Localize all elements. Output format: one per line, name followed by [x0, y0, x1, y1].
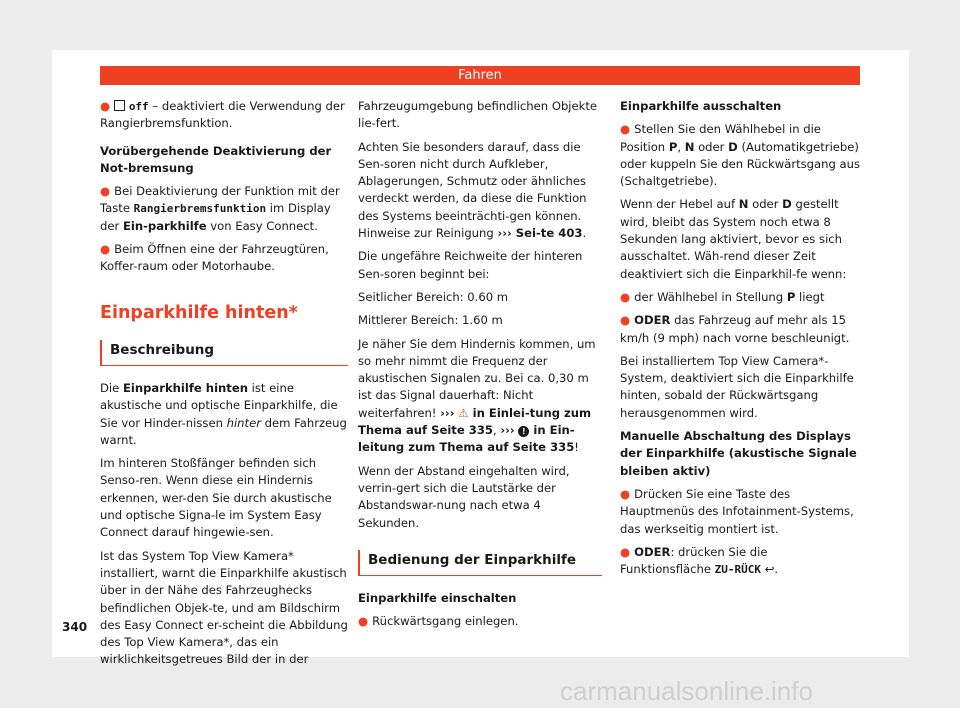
arrow-text: ››› — [500, 423, 515, 438]
text: oder — [748, 197, 783, 212]
temp-deactivation-heading: Vorübergehende Deaktivierung der Not-bremsung — [100, 143, 332, 175]
text: Ein-parkhilfe — [122, 218, 207, 233]
column-middle — [358, 98, 602, 637]
range-middle: Mittlerer Bereich: 1.60 m — [358, 313, 503, 328]
chapter-header: Fahren — [100, 66, 860, 85]
bullet-icon: ● — [620, 122, 631, 137]
paragraph-sensors — [358, 139, 602, 243]
manual-heading: Manuelle Abschaltung des Displays der Einparkhilfe (akustische Signale bleiben aktiv) — [620, 429, 857, 478]
deactivate-bullet-3 — [620, 312, 862, 347]
temp-bullet-1 — [100, 183, 348, 235]
activate-bullet — [358, 613, 602, 630]
manual-bullet-2 — [620, 544, 862, 579]
key-label: ZU-RÜCK — [714, 563, 761, 577]
text: Rückwärtsgang einlegen. — [372, 614, 519, 629]
text: , — [677, 139, 682, 154]
bullet-icon: ● — [620, 486, 631, 501]
bullet-icon: ● — [620, 289, 631, 304]
text: . — [582, 226, 587, 241]
paragraph-2: Im hinteren Stoßfänger befinden sich Senso-ren. Wenn diese ein Hindernis erkennen, wer-den Sie durch akustische und optische Signa-le im System Easy Connect darauf hingewie-sen. — [100, 456, 332, 540]
text: gestellt wird, bleibt das System noch etwa 8 Sekunden lang aktiviert, bevor es sich ausschaltet. Wäh-rend dieser Zeit deaktiviert sich die Einparkhil-fe wenn: — [620, 197, 847, 281]
text: (Automatikgetriebe) oder kuppeln Sie den Rückwärtsgang aus (Schaltgetriebe). — [620, 139, 861, 189]
range-side: Seitlicher Bereich: 0.60 m — [358, 289, 509, 304]
text: P — [668, 139, 678, 154]
warning-icon: ⚠ — [458, 405, 469, 420]
text: N — [738, 197, 749, 212]
text: ! — [574, 440, 579, 455]
watermark: carmanualsonline.info — [560, 676, 813, 706]
info-icon: ! — [518, 426, 529, 437]
column-right — [620, 98, 862, 584]
text: der Wählhebel in Stellung — [634, 289, 787, 304]
text: Drücken Sie eine Taste des Hauptmenüs des Infotainment-Systems, das werkseitig montiert ist. — [620, 486, 854, 536]
paragraph-lever — [620, 196, 862, 282]
column-left — [100, 98, 348, 675]
section-title: Einparkhilfe hinten* — [100, 302, 298, 323]
page-reference-link[interactable]: ››› Sei-te 403 — [497, 226, 583, 241]
off-text: – deaktiviert die Verwendung der Rangierbremsfunktion. — [100, 99, 345, 131]
checkbox-icon — [114, 100, 125, 111]
text: Bei Deaktivierung der Funktion mit der Taste — [100, 184, 340, 216]
text: Beim Öffnen eine der Fahrzeugtüren, Koffer-raum oder Motorhaube. — [100, 242, 329, 274]
subsection-title: Beschreibung — [100, 340, 348, 366]
bullet-icon: ● — [620, 313, 631, 328]
page-reference-link[interactable]: in Ein-leitung zum Thema auf Seite 335 — [358, 423, 575, 455]
temp-bullet-2 — [100, 241, 348, 276]
page-reference-link[interactable]: in Einlei-tung zum Thema auf Seite 335 — [358, 405, 592, 438]
text: Die — [100, 380, 123, 395]
bullet-icon: ● — [100, 99, 111, 113]
subsection-title-operation: Bedienung der Einparkhilfe — [358, 550, 602, 576]
text: liegt — [795, 289, 825, 304]
manual-bullet-1 — [620, 486, 862, 538]
arrow-text: ››› — [440, 405, 455, 420]
text: : drücken Sie die Funktionsfläche — [620, 544, 768, 577]
text: Wenn der Hebel auf — [620, 197, 739, 212]
text: von Easy Connect. — [206, 218, 318, 233]
paragraph-topview: Bei installiertem Top View Camera*-System, deaktiviert sich die Einparkhilfe hinten, sobald der Rückwärtsgang herausgenommen wird. — [620, 353, 854, 420]
text: oder — [694, 139, 729, 154]
text: ODER — [634, 544, 671, 559]
text: N — [684, 139, 695, 154]
bullet-icon: ● — [100, 184, 111, 199]
bullet-icon: ● — [358, 614, 369, 629]
key-label: Rangierbremsfunktion — [133, 202, 267, 216]
text: D — [782, 197, 792, 212]
off-option — [100, 98, 348, 133]
text: Achten Sie besonders darauf, dass die Sen-soren nicht durch Aufkleber, Ablagerungen, Schmutz oder ähnliches verdeckt werden, da diese die Funktion des Systems beeinträchti-gen können. Hinweise zur Reinigung — [358, 139, 587, 241]
text: Je näher Sie dem Hindernis kommen, um so mehr nimmt die Frequenz der akustischen Signalen zu. Bei ca. 0,30 m ist das Signal dauerhaft: Nicht weiterfahren! — [358, 336, 596, 420]
text: P — [786, 289, 796, 304]
text: D — [728, 139, 738, 154]
text: ODER — [634, 313, 671, 328]
text: , — [492, 423, 501, 438]
text: dem Fahrzeug warnt. — [100, 415, 347, 447]
deactivate-heading: Einparkhilfe ausschalten — [620, 99, 782, 113]
paragraph-volume: Wenn der Abstand eingehalten wird, verrin-gert sich die Lautstärke der Abstandswar-nung nach etwa 4 Sekunden. — [358, 463, 570, 530]
text: das Fahrzeug auf mehr als 15 km/h (9 mph) nach vorne beschleunigt. — [620, 313, 850, 345]
paragraph-3: Ist das System Top View Kamera* installiert, warnt die Einparkhilfe akustisch über in der Nähe des Fahrzeughecks befindlichen Objek-te, und am Bildschirm des Easy Connect er-scheint die Abbildung des Top View Kamera*, das ein wirklichkeitsgetreues Bild der in der — [100, 548, 348, 667]
text: Einparkhilfe hinten — [122, 380, 248, 395]
paragraph-1 — [100, 380, 348, 449]
text: . — [774, 562, 779, 577]
deactivate-bullet-1 — [620, 121, 862, 190]
off-label: off — [128, 100, 149, 113]
paragraph-frequency — [358, 336, 602, 457]
back-arrow-icon: ↩ — [764, 562, 775, 577]
text: ist eine akustische und optische Einparkhilfe, die Sie vor Hinder-nissen — [100, 380, 338, 430]
paragraph-range: Die ungefähre Reichweite der hinteren Sen-soren beginnt bei: — [358, 249, 583, 281]
bullet-icon: ● — [620, 544, 631, 559]
bullet-icon: ● — [100, 242, 111, 257]
page-number: 340 — [62, 620, 88, 634]
text: Stellen Sie den Wählhebel in die Position — [620, 122, 821, 154]
text: im Display der — [100, 201, 331, 233]
text: hinter — [226, 415, 261, 430]
paragraph-continued: Fahrzeugumgebung befindlichen Objekte lie-fert. — [358, 99, 598, 131]
deactivate-bullet-2 — [620, 289, 862, 306]
activate-heading: Einparkhilfe einschalten — [358, 591, 517, 606]
